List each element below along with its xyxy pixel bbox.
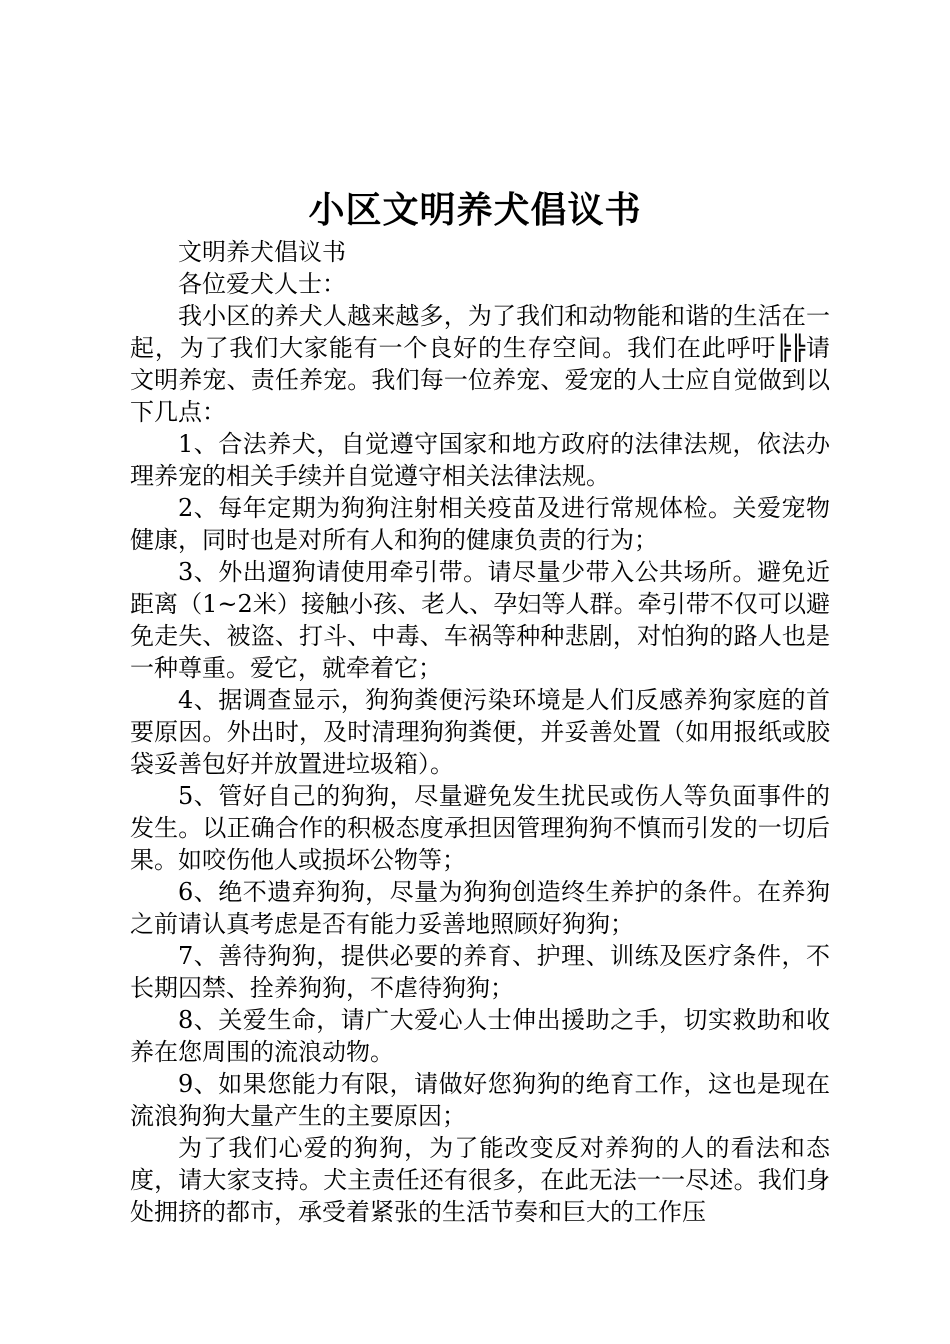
paragraph-item-8: 8、关爱生命，请广大爱心人士伸出援助之手，切实救助和收养在您周围的流浪动物。 <box>130 1006 830 1066</box>
paragraph-intro: 我小区的养犬人越来越多，为了我们和动物能和谐的生活在一起，为了我们大家能有一个良好的生存空间。我们在此呼吁╠╠请文明养宠、责任养宠。我们每一位养宠、爱宠的人士应自觉做到以下几点： <box>130 302 830 426</box>
paragraph-item-4: 4、据调查显示，狗狗粪便污染环境是人们反感养狗家庭的首要原因。外出时，及时清理狗狗粪便，并妥善处置（如用报纸或胶袋妥善包好并放置进垃圾箱）。 <box>130 686 830 778</box>
document-title: 小区文明养犬倡议书 <box>308 189 642 231</box>
paragraph-salutation: 各位爱犬人士： <box>178 270 346 298</box>
paragraph-item-7: 7、善待狗狗，提供必要的养育、护理、训练及医疗条件，不长期囚禁、拴养狗狗，不虐待狗狗； <box>130 942 830 1002</box>
paragraph-item-9: 9、如果您能力有限，请做好您狗狗的绝育工作，这也是现在流浪狗狗大量产生的主要原因； <box>130 1070 830 1130</box>
paragraph-subtitle: 文明养犬倡议书 <box>178 238 346 266</box>
paragraph-item-1: 1、合法养犬，自觉遵守国家和地方政府的法律法规，依法办理养宠的相关手续并自觉遵守相关法律法规。 <box>130 430 830 490</box>
paragraph-closing: 为了我们心爱的狗狗，为了能改变反对养狗的人的看法和态度，请大家支持。犬主责任还有很多，在此无法一一尽述。我们身处拥挤的都市，承受着紧张的生活节奏和巨大的工作压 <box>130 1134 830 1226</box>
document-body <box>130 236 830 1228</box>
paragraph-item-5: 5、管好自己的狗狗，尽量避免发生扰民或伤人等负面事件的发生。以正确合作的积极态度承担因管理狗狗不慎而引发的一切后果。如咬伤他人或损坏公物等； <box>130 782 830 874</box>
paragraph-item-6: 6、绝不遗弃狗狗，尽量为狗狗创造终生养护的条件。在养狗之前请认真考虑是否有能力妥善地照顾好狗狗； <box>130 878 830 938</box>
paragraph-item-2: 2、每年定期为狗狗注射相关疫苗及进行常规体检。关爱宠物健康，同时也是对所有人和狗的健康负责的行为； <box>130 494 830 554</box>
paragraph-item-3: 3、外出遛狗请使用牵引带。请尽量少带入公共场所。避免近距离（1~2米）接触小孩、老人、孕妇等人群。牵引带不仅可以避免走失、被盗、打斗、中毒、车祸等种种悲剧，对怕狗的路人也是一种尊重。爱它，就牵着它； <box>130 558 830 682</box>
